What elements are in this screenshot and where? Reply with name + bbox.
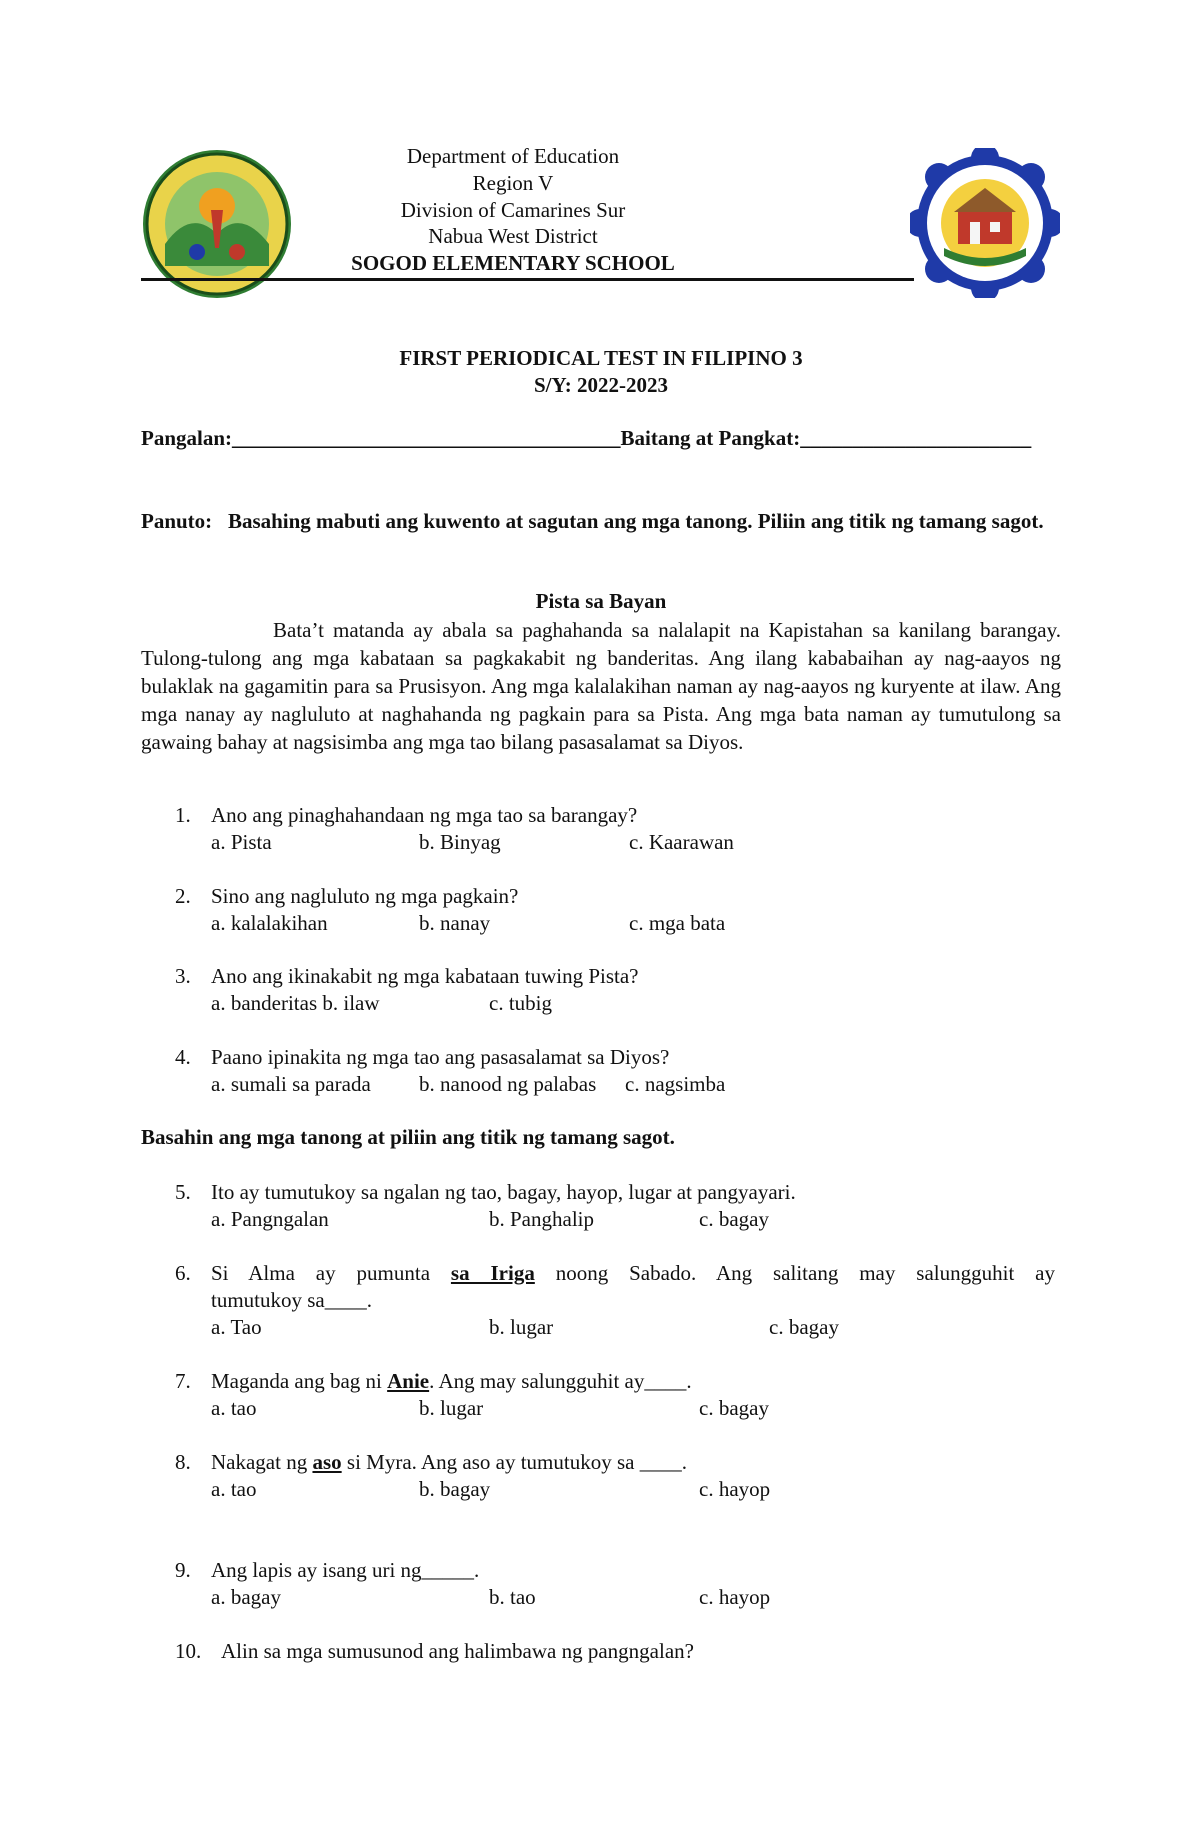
test-title: FIRST PERIODICAL TEST IN FILIPINO 3: [399, 346, 803, 370]
option-a[interactable]: a. Tao: [211, 1315, 262, 1339]
option-b[interactable]: b. nanood ng palabas: [419, 1072, 597, 1096]
instructions-text: Basahing mabuti ang kuwento at sagutan ang mga tanong. Piliin ang titik ng tamang sagot.: [227, 509, 1044, 533]
option-b[interactable]: b. Panghalip: [489, 1207, 594, 1231]
option-b[interactable]: b. lugar: [419, 1396, 484, 1420]
section-2-instructions: Basahin ang mga tanong at piliin ang titik ng tamang sagot.: [141, 1125, 675, 1149]
story-body: Bata’t matanda ay abala sa paghahanda sa nalalapit na Kapistahan sa kanilang barangay. Tulong-tulong ang mga kabataan sa pagkakabit ng banderitas. Ang ilang kababaihan ay nag-aayos ng bulaklak na gagamitin para sa Prusisyon. Ang mga kalalakihan naman ay nag-aayos ng kuryente at ilaw. Ang mga nanay ay nagluluto at naghahanda ng pagkain para sa Pista. Ang mga bata naman ay tumutulong sa gawaing bahay at nagsisimba ang mga tao bilang pasasalamat sa Diyos.: [141, 618, 1061, 754]
header-division: Division of Camarines Sur: [400, 198, 626, 222]
option-b[interactable]: b. lugar: [489, 1315, 554, 1339]
underlined-word: Anie: [387, 1369, 430, 1393]
story-title: Pista sa Bayan: [535, 589, 667, 613]
underlined-word: sa Iriga: [450, 1261, 535, 1285]
option-b[interactable]: b. bagay: [419, 1477, 491, 1501]
option-c[interactable]: c. hayop: [699, 1585, 771, 1609]
header-region: Region V: [472, 171, 554, 195]
grade-blank[interactable]: ______________________: [800, 426, 1032, 450]
option-c[interactable]: c. mga bata: [629, 911, 726, 935]
name-blank[interactable]: _____________________________________: [232, 426, 621, 450]
option-a[interactable]: a. tao: [211, 1477, 257, 1501]
option-b[interactable]: b. nanay: [419, 911, 491, 935]
header-rule: [141, 278, 914, 281]
question-text: Sino ang nagluluto ng mga pagkain?: [211, 884, 519, 908]
option-c[interactable]: c. bagay: [699, 1207, 769, 1231]
instructions: [141, 507, 1061, 535]
question-text: Nakagat ng aso si Myra. Ang aso ay tumutukoy sa ____.: [211, 1450, 687, 1474]
option-b[interactable]: b. tao: [489, 1585, 536, 1609]
option-c[interactable]: c. nagsimba: [625, 1072, 726, 1096]
question-text: Ito ay tumutukoy sa ngalan ng tao, bagay, hayop, lugar at pangyayari.: [211, 1180, 796, 1204]
document-page: Department of Education Region V Division of Camarines Sur Nabua West District SOGOD ELEMENTARY SCHOOL FIRST PERIODICAL TEST IN FILIPINO 3 S/Y: 2022-2023 Pangalan:_____________________________________Baitang at Pangkat:______________________ Panuto: Basahing mabuti ang kuwento at sagutan ang mga tanong. Piliin ang titik ng tamang sagot. Pista sa Bayan Bata’t matanda ay abala sa paghahanda sa nalalapit na Kapistahan sa kanilang barangay. Tulong-tulong ang mga kabataan sa pagkakabit ng banderitas. Ang ilang kababaihan ay nag-aayos ng bulaklak na gagamitin para sa Prusisyon. Ang mga kalalakihan naman ay nag-aayos ng kuryente at ilaw. Ang mga nanay ay nagluluto at naghahanda ng pagkain para sa Pista. Ang mga bata naman ay tumutulong sa gawaing bahay at nagsisimba ang mga tao bilang pasasalamat sa Diyos. 1. Ano ang pinaghahandaan ng mga tao sa barangay? a. Pista b. Binyag c. Kaarawan 2. Sino ang nagluluto ng mga pagkain? a. kalalakihan b. nanay c. mga bata 3. Ano ang ikinakabit ng mga kabataan tuwing Pista? a. banderitas b. ilaw c. tubig 4. Paano ipinakita ng mga tao ang pasasalamat sa Diyos? a. sumali sa parada b. nanood ng palabas c. nagsimba Basahin ang mga tanong at piliin ang titik ng tamang sagot. 5. Ito ay tumutukoy sa ngalan ng tao, bagay, hayop, lugar at pangyayari. a. Pangngalan b. Panghalip c. bagay 6. Si Alma ay pumunta sa Iriga noong Sabado. Ang salitang may salungguhit ay tumutukoy sa____. a. Tao b. lugar c. bagay 7. Maganda ang bag ni Anie. Ang may salungguhit ay____. a. tao b. lugar c. bagay 8. Nakagat ng aso si Myra. Ang aso ay tumutukoy sa ____. a. tao b. bagay c. hayop 9. Ang lapis ay isang uri ng_____. a. bagay b. tao c. hayop 10. Alin sa mga sumusunod ang halimbawa ng pangngalan?: [0, 0, 1200, 1835]
question-text: Ano ang pinaghahandaan ng mga tao sa barangay?: [211, 803, 638, 827]
question-6-line2: tumutukoy sa____.: [211, 1288, 372, 1312]
question-text: Paano ipinakita ng mga tao ang pasasalamat sa Diyos?: [211, 1045, 670, 1069]
instructions-label: Panuto:: [141, 509, 213, 533]
question-text: Maganda ang bag ni Anie. Ang may salungguhit ay____.: [211, 1369, 692, 1393]
underlined-word: aso: [312, 1450, 342, 1474]
option-b[interactable]: b. Binyag: [419, 830, 501, 854]
school-year: S/Y: 2022-2023: [534, 373, 668, 397]
option-c[interactable]: c. Kaarawan: [629, 830, 734, 854]
option-a[interactable]: a. bagay: [211, 1585, 281, 1609]
option-c[interactable]: c. bagay: [769, 1315, 839, 1339]
name-label: Pangalan:: [141, 426, 233, 450]
option-a[interactable]: a. Pangngalan: [211, 1207, 329, 1231]
option-a[interactable]: a. kalalakihan: [211, 911, 328, 935]
question-text: Ano ang ikinakabit ng mga kabataan tuwing Pista?: [211, 964, 639, 988]
option-a[interactable]: a. Pista: [211, 830, 272, 854]
question-text: Si Alma ay pumunta sa Iriga noong Sabado. Ang salitang may salungguhit ay: [211, 1261, 1055, 1285]
header-department: Department of Education: [406, 144, 620, 168]
grade-label: Baitang at Pangkat:: [620, 426, 801, 450]
option-a[interactable]: a. sumali sa parada: [211, 1072, 371, 1096]
school-seal-logo: [910, 148, 1060, 298]
option-c[interactable]: c. hayop: [699, 1477, 771, 1501]
question-text: Ang lapis ay isang uri ng_____.: [211, 1558, 480, 1582]
header-school-name: SOGOD ELEMENTARY SCHOOL: [351, 251, 675, 275]
student-info-fields: [141, 426, 1031, 451]
option-a[interactable]: a. tao: [211, 1396, 257, 1420]
option-c[interactable]: c. bagay: [699, 1396, 769, 1420]
question-text: Alin sa mga sumusunod ang halimbawa ng pangngalan?: [221, 1639, 694, 1663]
header-district: Nabua West District: [428, 224, 598, 248]
option-a-b[interactable]: a. banderitas b. ilaw: [211, 991, 380, 1015]
option-c[interactable]: c. tubig: [489, 991, 552, 1015]
